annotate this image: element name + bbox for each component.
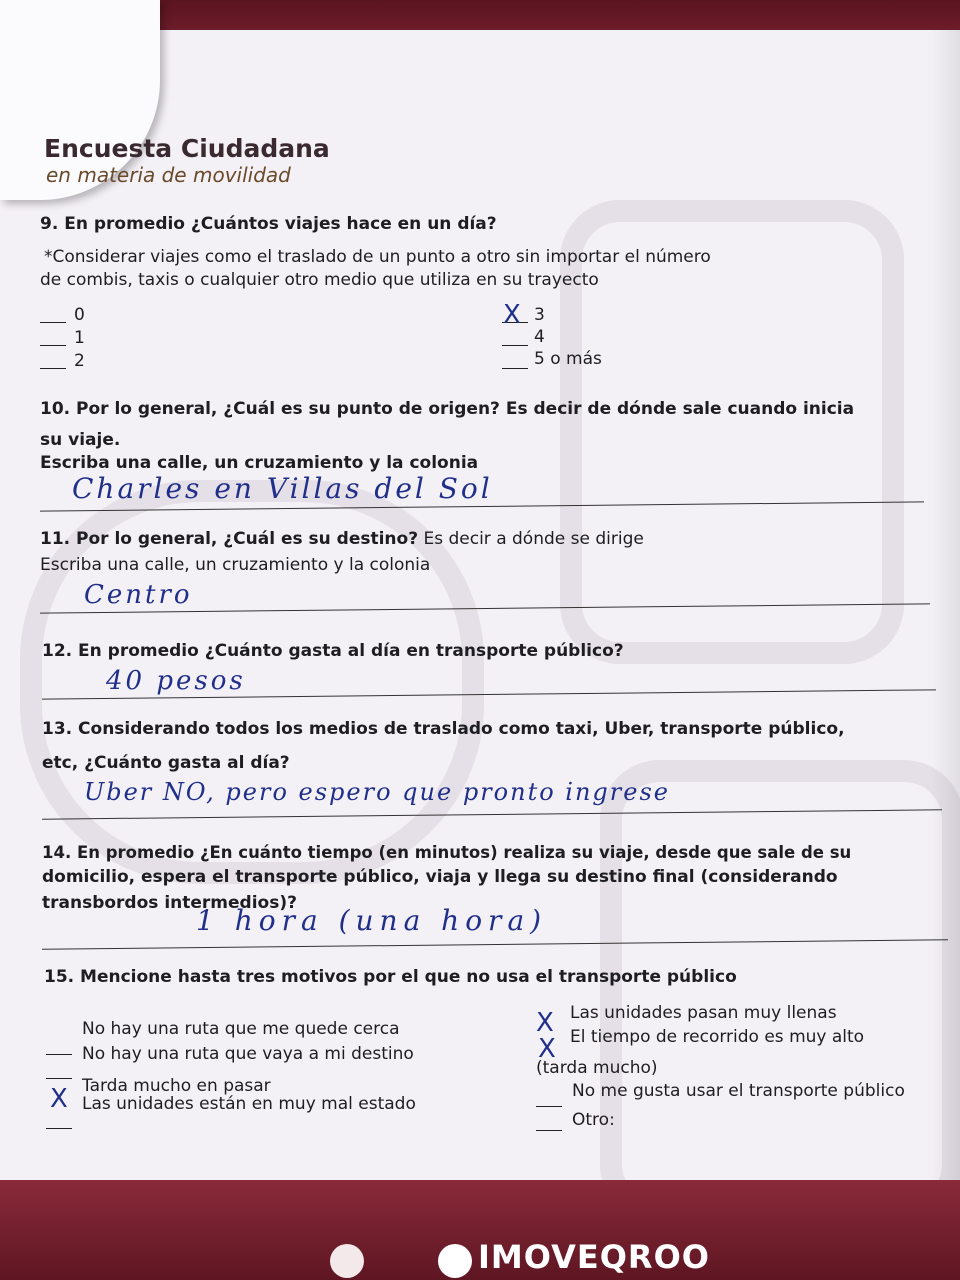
- q9-note-line1: *Considerar viajes como el traslado de un punto a otro sin importar el número: [44, 247, 711, 267]
- q14-title-line3: transbordos intermedios)?: [42, 893, 297, 913]
- q15-left-option-2-label: No hay una ruta que vaya a mi destino: [82, 1044, 414, 1064]
- q10-instruction: Escriba una calle, un cruzamiento y la colonia: [40, 453, 479, 473]
- q12-handwritten-answer: 40 pesos: [106, 666, 246, 696]
- background-glyph-decoration: [600, 760, 960, 1224]
- q9-option-4-label: 4: [534, 327, 545, 347]
- emblem-logo-icon: [330, 1244, 364, 1278]
- q10-handwritten-answer: Charles en Villas del Sol: [72, 472, 493, 505]
- q14-title-line1: 14. En promedio ¿En cuánto tiempo (en minutos) realiza su viaje, desde que sale de su: [42, 843, 852, 862]
- q9-option-0-blank[interactable]: [40, 322, 66, 323]
- q9-option-2-blank[interactable]: [40, 368, 66, 369]
- q9-title: 9. En promedio ¿Cuántos viajes hace en un día?: [40, 214, 497, 234]
- q15-title: 15. Mencione hasta tres motivos por el que no usa el transporte público: [44, 967, 737, 987]
- q9-note-line2: de combis, taxis o cualquier otro medio que utiliza en su trayecto: [40, 270, 599, 290]
- q15-right-option-1-label: Las unidades pasan muy llenas: [570, 1003, 837, 1023]
- q14-handwritten-answer: 1 hora (una hora): [196, 904, 548, 937]
- q11-title-rest: Es decir a dónde se dirige: [423, 529, 644, 549]
- survey-subtitle: en materia de movilidad: [46, 163, 291, 187]
- q15-left-option-1-blank[interactable]: [46, 1054, 72, 1055]
- q9-option-1-label: 1: [74, 328, 85, 348]
- q9-option-5-label: 5 o más: [534, 349, 602, 369]
- q11-handwritten-answer: Centro: [84, 580, 193, 610]
- q15-right-option-1-checkmark: X: [536, 1008, 554, 1038]
- q11-title-bold: 11. Por lo general, ¿Cuál es su destino?: [40, 529, 419, 549]
- q9-option-2-label: 2: [74, 351, 85, 371]
- q15-left-option-3-label: Tarda mucho en pasar: [82, 1076, 271, 1096]
- q15-right-option-2-label: El tiempo de recorrido es muy alto: [570, 1027, 865, 1047]
- survey-title: Encuesta Ciudadana: [44, 134, 330, 163]
- q14-title-line2: domicilio, espera el transporte público, viaja y llega su destino final (considerando: [42, 867, 838, 887]
- q11-title: [40, 528, 644, 550]
- q15-right-option-4-blank[interactable]: [536, 1130, 562, 1131]
- q10-title-line1: 10. Por lo general, ¿Cuál es su punto de origen? Es decir de dónde sale cuando inicia: [40, 399, 855, 419]
- q15-right-option-2-continuation: (tarda mucho): [536, 1058, 658, 1078]
- q13-title-line1: 13. Considerando todos los medios de traslado como taxi, Uber, transporte público,: [42, 719, 845, 739]
- q15-right-option-4-label: Otro:: [572, 1110, 615, 1130]
- q9-option-3-checkmark: X: [503, 300, 521, 330]
- q12-title: 12. En promedio ¿Cuánto gasta al día en transporte público?: [42, 641, 624, 661]
- q11-instruction: Escriba una calle, un cruzamiento y la colonia: [40, 555, 431, 575]
- q9-option-1-blank[interactable]: [40, 345, 66, 346]
- q15-right-option-2-checkmark: X: [538, 1034, 556, 1064]
- q15-left-option-4-label: Las unidades están en muy mal estado: [82, 1094, 416, 1114]
- mobility-logo-icon: [438, 1244, 472, 1278]
- q9-option-0-label: 0: [74, 305, 85, 325]
- q15-left-option-4-blank[interactable]: [46, 1128, 72, 1129]
- page-shadow: [930, 30, 960, 1200]
- q13-title-line2: etc, ¿Cuánto gasta al día?: [42, 753, 290, 773]
- imoveqroo-brand: IMOVEQROO: [478, 1238, 710, 1276]
- q10-title-line2: su viaje.: [40, 430, 121, 450]
- q15-right-option-3-blank[interactable]: [536, 1106, 562, 1107]
- q9-option-3-label: 3: [534, 305, 545, 325]
- q9-option-4-blank[interactable]: [502, 345, 528, 346]
- q13-handwritten-answer: Uber NO, pero espero que pronto ingrese: [84, 778, 670, 806]
- q15-right-option-3-label: No me gusta usar el transporte público: [572, 1081, 905, 1101]
- q9-option-5-blank[interactable]: [502, 368, 528, 369]
- background-glyph-decoration: [560, 200, 904, 664]
- q15-left-option-3-checkmark: X: [50, 1084, 68, 1114]
- q15-left-option-1-label: No hay una ruta que me quede cerca: [82, 1019, 400, 1039]
- q15-left-option-2-blank[interactable]: [46, 1078, 72, 1079]
